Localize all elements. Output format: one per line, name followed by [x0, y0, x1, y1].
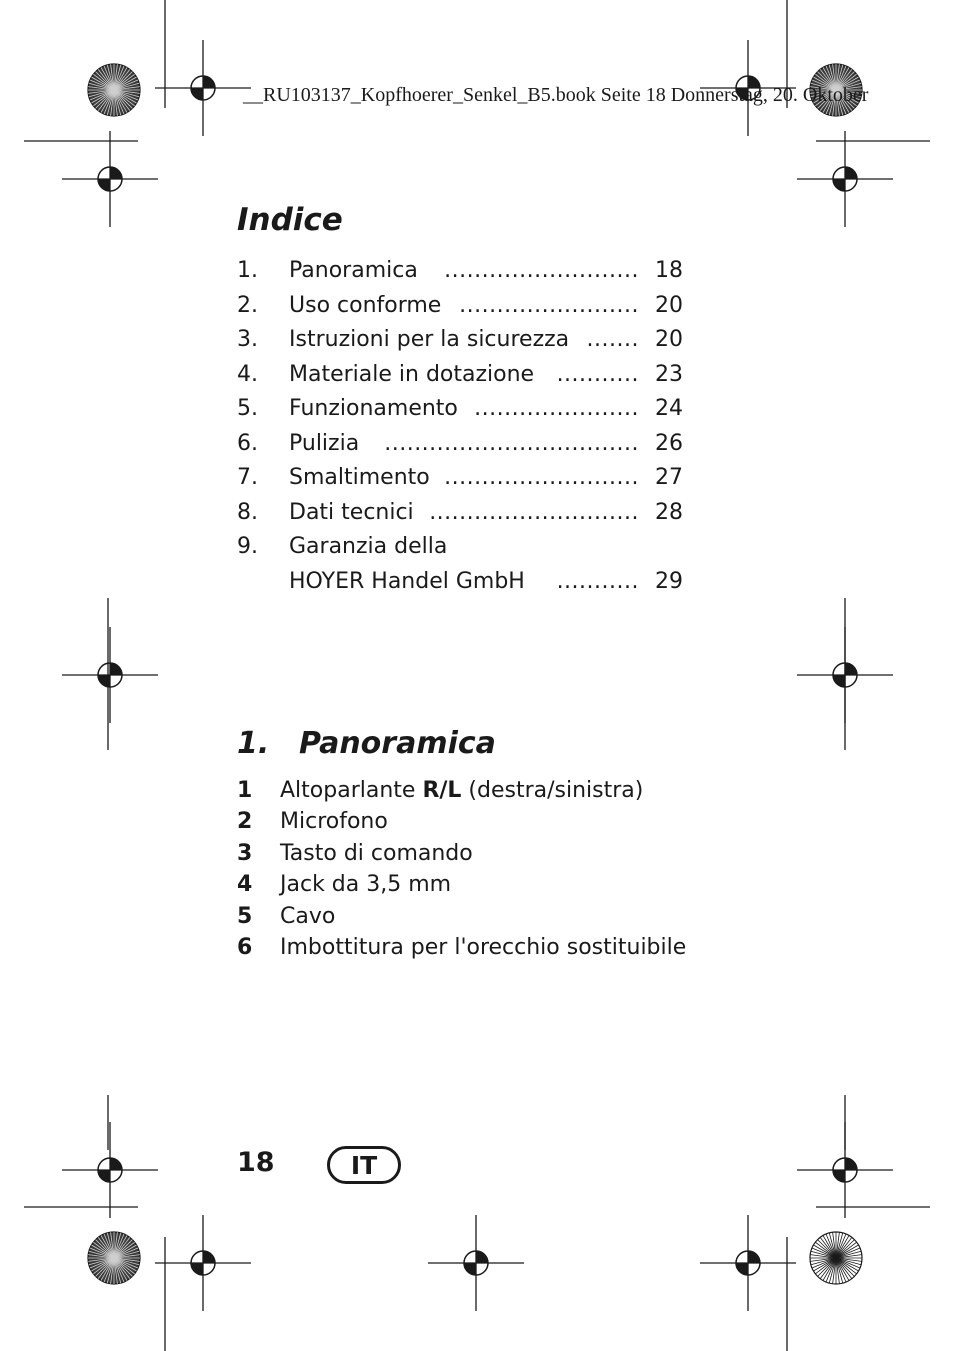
- toc-title: HOYER Handel GmbH: [289, 568, 525, 594]
- toc-page: 27: [655, 465, 683, 490]
- star-target-mark: [88, 1232, 140, 1284]
- toc-page: 26: [655, 430, 683, 456]
- toc-leader-dots: .......: [586, 327, 639, 352]
- toc-leader-dots: ...........: [556, 568, 639, 594]
- toc-page: 18: [655, 258, 683, 283]
- toc-title: Pulizia: [289, 430, 360, 456]
- toc-leader-dots: ............................: [429, 499, 639, 525]
- toc-page: 28: [655, 499, 683, 525]
- toc-entry: [237, 254, 683, 289]
- toc-entry: [237, 427, 683, 462]
- part-description: [280, 775, 643, 806]
- part-number: 6: [237, 934, 253, 960]
- part-description: [280, 932, 686, 963]
- star-target-mark: [810, 1232, 862, 1284]
- toc-number: 5.: [237, 396, 258, 421]
- print-slug-line: __RU103137_Kopfhoerer_Senkel_B5.book Seite 18 Donnerstag, 20. Oktober: [243, 84, 869, 106]
- toc-leader-dots: ..................................: [384, 430, 639, 456]
- table-of-contents: [237, 254, 683, 599]
- toc-entry: [237, 358, 683, 393]
- page-number: 18: [237, 1147, 275, 1178]
- toc-leader-dots: ..........................: [444, 465, 639, 490]
- registration-mark: [797, 131, 893, 227]
- toc-title: Uso conforme: [289, 292, 442, 318]
- registration-mark: [700, 1215, 796, 1311]
- part-description: [280, 838, 473, 869]
- toc-page: 20: [655, 292, 683, 318]
- part-number: 4: [237, 872, 253, 898]
- registration-mark: [155, 40, 251, 136]
- part-text-bold: R/L: [422, 778, 462, 803]
- toc-title: Istruzioni per la sicurezza: [289, 327, 570, 352]
- part-number: 1: [237, 778, 253, 803]
- part-text-pre: Tasto di comando: [280, 840, 473, 866]
- part-text-pre: Microfono: [280, 809, 388, 835]
- toc-title: Materiale in dotazione: [289, 361, 535, 387]
- part-description: [280, 901, 335, 932]
- overview-heading: [237, 726, 496, 761]
- toc-entry: [237, 289, 683, 324]
- toc-number: 7.: [237, 465, 258, 490]
- toc-title: Dati tecnici: [289, 499, 414, 525]
- part-text-post: (destra/sinistra): [461, 778, 644, 803]
- part-description: [280, 869, 451, 900]
- toc-leader-dots: ..........................: [444, 258, 639, 283]
- registration-mark: [62, 1122, 158, 1218]
- toc-number: 1.: [237, 258, 258, 283]
- toc-title: Garanzia della: [289, 534, 448, 559]
- toc-number: 8.: [237, 499, 258, 525]
- toc-entry: [237, 461, 683, 496]
- part-text-pre: Altoparlante: [280, 778, 423, 803]
- toc-page: 20: [655, 327, 683, 352]
- language-badge: IT: [327, 1146, 401, 1184]
- toc-entry: [237, 565, 683, 600]
- toc-leader-dots: ........................: [459, 292, 639, 318]
- registration-mark: [62, 131, 158, 227]
- registration-mark: [155, 1215, 251, 1311]
- overview-heading-title: Panoramica: [299, 726, 496, 761]
- toc-title: Panoramica: [289, 258, 418, 283]
- toc-number: 2.: [237, 292, 258, 318]
- part-description: [280, 806, 388, 837]
- toc-number: 4.: [237, 361, 258, 387]
- toc-page: 23: [655, 361, 683, 387]
- part-text-pre: Cavo: [280, 903, 336, 929]
- part-number: 2: [237, 809, 253, 835]
- toc-title: Funzionamento: [289, 396, 458, 421]
- toc-page: 29: [655, 568, 683, 594]
- part-number: 5: [237, 903, 253, 929]
- toc-title: Smaltimento: [289, 465, 430, 490]
- toc-entry: [237, 323, 683, 358]
- part-text-pre: Jack da 3,5 mm: [280, 872, 452, 898]
- registration-mark: [428, 1215, 524, 1311]
- toc-number: 3.: [237, 327, 258, 352]
- index-heading: Indice: [237, 202, 343, 238]
- star-target-mark: [88, 64, 140, 116]
- toc-number: 9.: [237, 534, 258, 559]
- toc-entry: [237, 392, 683, 427]
- toc-page: 24: [655, 396, 683, 421]
- part-number: 3: [237, 840, 253, 866]
- toc-entry: [237, 530, 683, 565]
- toc-number: 6.: [237, 430, 258, 456]
- registration-mark: [62, 627, 158, 723]
- toc-entry: [237, 496, 683, 531]
- toc-leader-dots: ......................: [474, 396, 639, 421]
- toc-leader-dots: ...........: [556, 361, 639, 387]
- overview-heading-number: 1.: [237, 726, 270, 761]
- part-text-pre: Imbottitura per l'orecchio sostituibile: [280, 934, 687, 960]
